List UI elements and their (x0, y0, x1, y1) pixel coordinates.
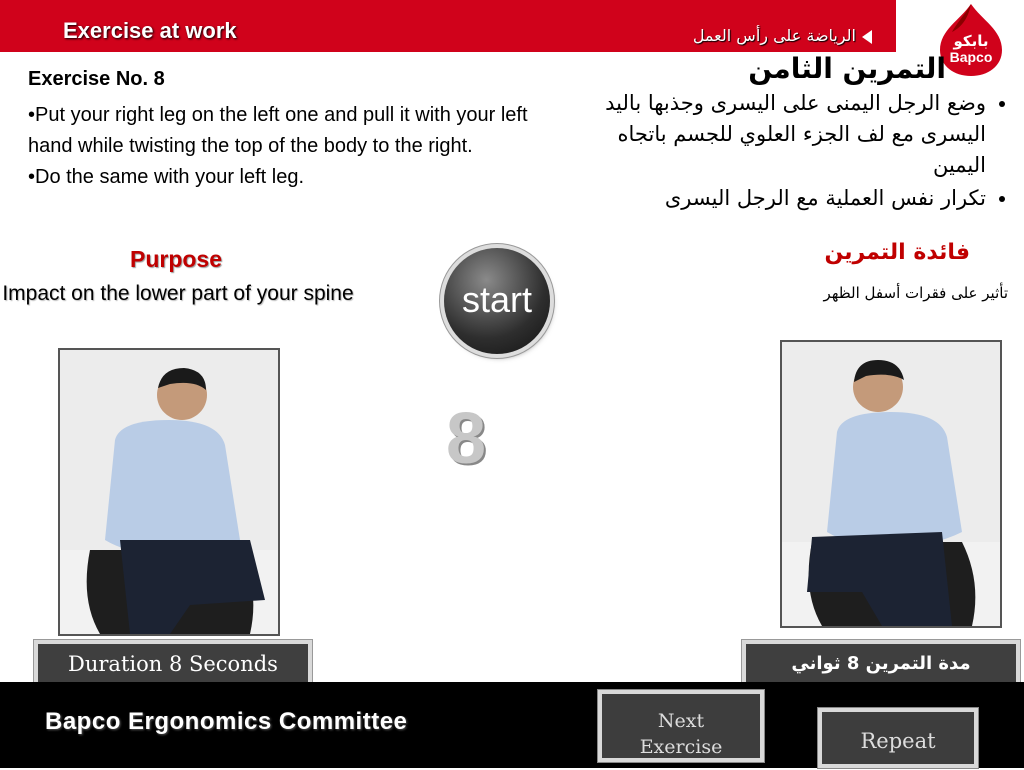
next-label-line1: Next (657, 710, 705, 732)
purpose-title-ar: فائدة التمرين (824, 240, 970, 265)
instruction-ar-2: • تكرار نفس العملية مع الرجل اليسرى (564, 183, 986, 214)
exercise-photo-left (58, 348, 280, 636)
purpose-text-en: Impact on the lower part of your spine (2, 282, 354, 305)
svg-text:بابكو: بابكو (953, 32, 989, 50)
duration-ar: مدة التمرين 8 ثواني (742, 640, 1020, 688)
purpose-title-en: Purpose (129, 246, 223, 272)
exercise-photo-right (780, 340, 1002, 628)
repeat-button[interactable]: Repeat (818, 708, 978, 768)
start-button[interactable]: start (444, 248, 550, 354)
footer-committee-text: Bapco Ergonomics Committee (45, 708, 408, 735)
instructions-ar (564, 88, 1014, 216)
instruction-en-1: •Put your right leg on the left one and pull it with your left hand while twisting the top of the body to the right. (28, 104, 528, 157)
next-label-line2: Exercise (639, 736, 723, 758)
arrow-icon (862, 30, 872, 44)
purpose-text-ar: تأثير على فقرات أسفل الظهر (823, 284, 1008, 302)
instructions-en (28, 100, 528, 193)
countdown-counter: 8 (446, 399, 487, 479)
header-title-ar (693, 26, 872, 45)
next-exercise-button[interactable] (598, 690, 764, 762)
instruction-en-2: •Do the same with your left leg. (28, 166, 305, 188)
duration-en: Duration 8 Seconds (34, 640, 312, 688)
header-title-en: Exercise at work (63, 18, 237, 43)
header-title-ar-text: الرياضة على رأس العمل (692, 26, 856, 45)
svg-text:Bapco: Bapco (949, 49, 993, 65)
exercise-title-en: Exercise No. 8 (28, 68, 165, 90)
exercise-title-ar: التمرين الثامن (748, 52, 946, 85)
instruction-ar-1: • وضع الرجل اليمنى على اليسرى وجذبها باليد اليسرى مع لف الجزء العلوي للجسم باتجاه اليمين (564, 88, 986, 181)
